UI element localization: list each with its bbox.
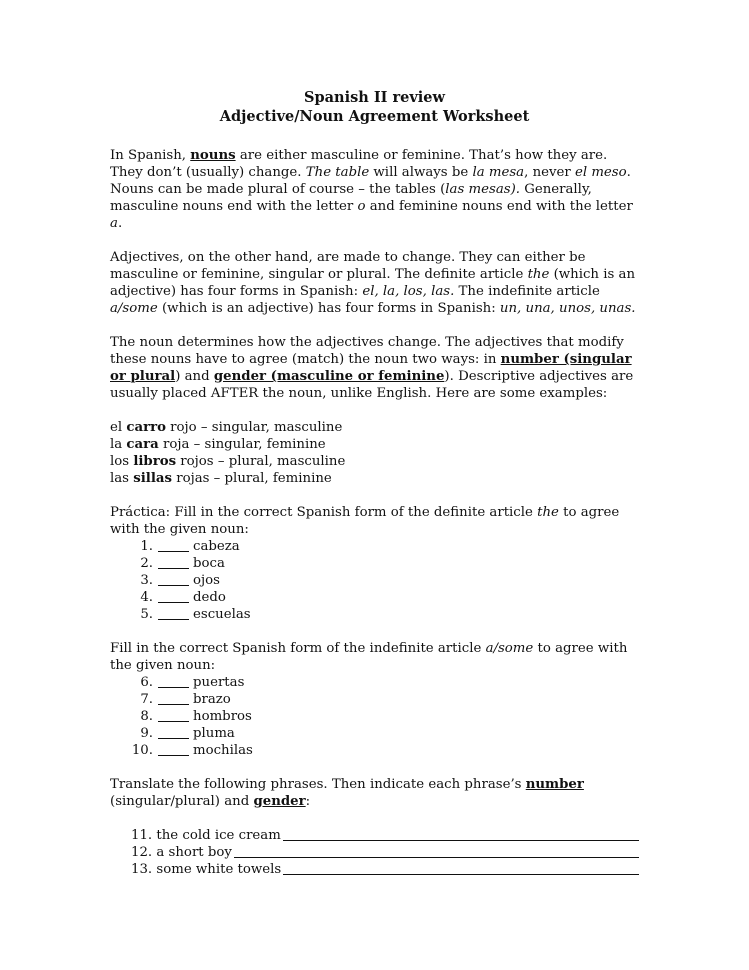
item-word: ojos: [193, 573, 220, 588]
example-article: la: [110, 437, 127, 452]
agreement-paragraph: [110, 334, 639, 402]
intro-text-8: .: [117, 216, 123, 231]
intro-text-6: Generally, masculine nouns end with the letter: [110, 182, 592, 214]
item-word: mochilas: [193, 743, 253, 758]
nouns-term: nouns: [190, 148, 236, 163]
practice2-text-1: Fill in the correct Spanish form of the indefinite article: [110, 641, 486, 656]
item-number: 4.: [140, 590, 153, 605]
title-line-2: Adjective/Noun Agreement Worksheet: [219, 108, 530, 125]
phrase-text: some white towels: [156, 862, 282, 877]
practice2-a-some-term: a/some: [485, 641, 534, 656]
list-item: [131, 674, 639, 691]
practice3-gender-term: gender: [253, 794, 306, 809]
intro-text-3: will always be: [369, 165, 473, 180]
the-term: the: [527, 267, 550, 282]
intro-text-4: , never: [524, 165, 575, 180]
para2-text-3: The indefinite article: [454, 284, 600, 299]
answer-blank[interactable]: [158, 589, 189, 603]
translation-item: [131, 827, 639, 844]
intro-text-2: are either masculine or feminine. That’s how they are. They don’t (usually) change.: [110, 148, 608, 180]
answer-blank[interactable]: [158, 606, 189, 620]
item-word: cabeza: [193, 539, 240, 554]
practice3-number-term: number: [525, 777, 584, 792]
item-word: hombros: [193, 709, 252, 724]
answer-blank[interactable]: [158, 691, 189, 705]
example-rest: rojos – plural, masculine: [176, 454, 346, 469]
list-item: [131, 589, 639, 606]
phrase-text: the cold ice cream: [156, 828, 281, 843]
item-word: boca: [193, 556, 225, 571]
letter-o: o: [357, 199, 366, 214]
item-word: brazo: [193, 692, 231, 707]
item-number: 2.: [140, 556, 153, 571]
phrase-text: a short boy: [156, 845, 232, 860]
practice-2-instructions: [110, 640, 639, 674]
item-number: 9.: [140, 726, 153, 741]
practice-1-instructions: [110, 504, 639, 538]
list-item: [131, 538, 639, 555]
examples-list: [110, 419, 639, 487]
gender-term: gender (masculine or feminine: [213, 369, 445, 384]
answer-blank[interactable]: [158, 708, 189, 722]
para3-text-3: ). Descriptive adjectives are usually placed AFTER the noun, unlike English. Here are some examples:: [110, 369, 634, 401]
intro-text-7: and feminine nouns end with the letter: [365, 199, 633, 214]
example-noun: cara: [126, 437, 159, 452]
practice3-text-2: (singular/plural) and: [110, 794, 254, 809]
example-line: [110, 419, 639, 436]
practice1-text-1: Práctica: Fill in the correct Spanish form of the definite article: [110, 505, 538, 520]
example-rest: rojo – singular, masculine: [165, 420, 343, 435]
indefinite-forms: un, una, unos, unas.: [499, 301, 636, 316]
example-noun: libros: [133, 454, 177, 469]
example-noun: sillas: [133, 471, 172, 486]
practice2-text-2: to agree with the given noun:: [110, 641, 628, 673]
adjectives-paragraph: [110, 249, 639, 317]
list-item: [131, 606, 639, 623]
the-table-term: The table: [305, 165, 370, 180]
list-item: [131, 708, 639, 725]
item-number: 5.: [140, 607, 153, 622]
item-word: puertas: [193, 675, 245, 690]
example-article: los: [110, 454, 134, 469]
item-word: dedo: [193, 590, 226, 605]
para2-text-2: (which is an adjective) has four forms in Spanish:: [110, 267, 636, 299]
translation-item: [131, 844, 639, 861]
item-word: pluma: [193, 726, 235, 741]
item-number: 7.: [140, 692, 153, 707]
answer-blank[interactable]: [158, 538, 189, 552]
answer-blank[interactable]: [158, 742, 189, 756]
el-meso-term: el meso: [574, 165, 627, 180]
para3-text-2: ) and: [175, 369, 214, 384]
intro-text-5: . Nouns can be made plural of course – the tables (: [110, 165, 631, 197]
practice-1-list: [110, 538, 639, 623]
definite-forms: el, la, los, las.: [362, 284, 455, 299]
intro-paragraph: [110, 147, 639, 232]
para2-text-1: Adjectives, on the other hand, are made to change. They can either be masculine or feminine, singular or plural. The definite article: [110, 250, 586, 282]
a-some-term: a/some: [110, 301, 158, 316]
example-line: [110, 453, 639, 470]
example-article: las: [110, 471, 134, 486]
item-number: 6.: [140, 675, 153, 690]
list-item: [131, 742, 639, 759]
la-mesa-term: la mesa: [472, 165, 525, 180]
list-item: [131, 691, 639, 708]
list-item: [131, 725, 639, 742]
list-item: [131, 572, 639, 589]
item-number: 10.: [131, 743, 153, 758]
practice3-text-1: Translate the following phrases. Then indicate each phrase’s: [110, 777, 526, 792]
answer-line[interactable]: [283, 861, 639, 875]
title-line-1: Spanish II review: [304, 89, 445, 106]
item-number: 11.: [131, 828, 153, 843]
example-line: [110, 470, 639, 487]
example-noun: carro: [126, 420, 166, 435]
number-term: number (singular or plural: [110, 352, 632, 384]
example-line: [110, 436, 639, 453]
list-item: [131, 555, 639, 572]
item-word: escuelas: [193, 607, 251, 622]
para2-text-4: (which is an adjective) has four forms in Spanish:: [157, 301, 500, 316]
translation-list: [110, 827, 639, 878]
answer-line[interactable]: [283, 827, 639, 841]
letter-a: a: [110, 216, 118, 231]
practice1-the-term: the: [537, 505, 559, 520]
example-rest: roja – singular, feminine: [158, 437, 326, 452]
las-mesas-term: las mesas).: [445, 182, 520, 197]
item-number: 13.: [131, 862, 153, 877]
item-number: 12.: [131, 845, 153, 860]
item-number: 8.: [140, 709, 153, 724]
answer-blank[interactable]: [158, 674, 189, 688]
answer-line[interactable]: [234, 844, 639, 858]
practice3-text-3: :: [305, 794, 311, 809]
translation-item: [131, 861, 639, 878]
practice-2-list: [110, 674, 639, 759]
item-number: 3.: [140, 573, 153, 588]
example-article: el: [110, 420, 127, 435]
para3-text-1: The noun determines how the adjectives change. The adjectives that modify these nouns have to agree (match) the noun two ways: in: [110, 335, 624, 367]
answer-blank[interactable]: [158, 555, 189, 569]
answer-blank[interactable]: [158, 725, 189, 739]
example-rest: rojas – plural, feminine: [171, 471, 332, 486]
practice1-text-2: to agree with the given noun:: [110, 505, 620, 537]
item-number: 1.: [140, 539, 153, 554]
answer-blank[interactable]: [158, 572, 189, 586]
practice-3-instructions: [110, 776, 639, 810]
intro-text-1: In Spanish,: [110, 148, 191, 163]
